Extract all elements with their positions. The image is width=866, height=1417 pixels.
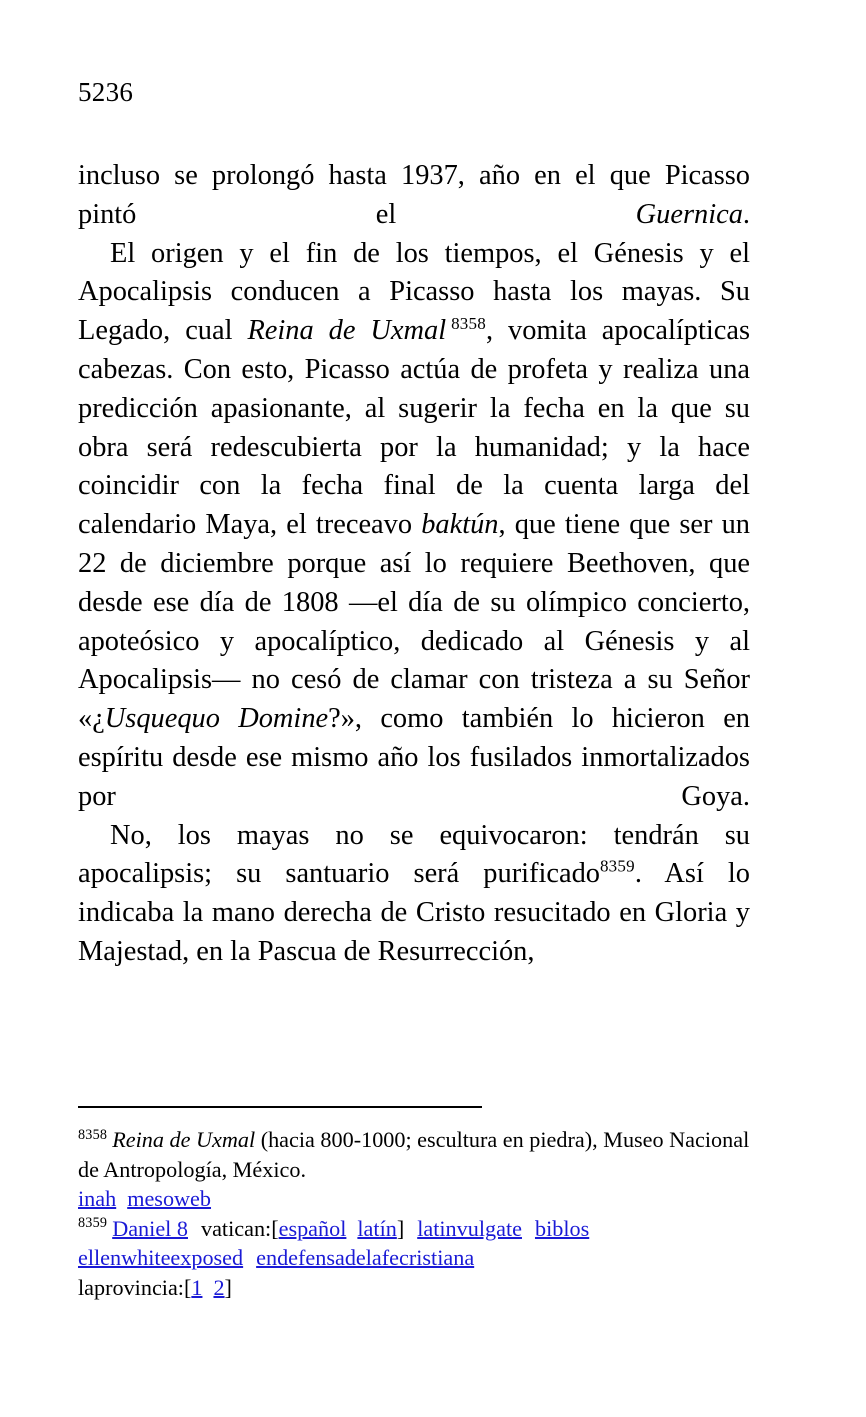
paragraph-text: incluso se prolongó hasta 1937, año en el que Picasso pintó el (78, 160, 750, 230)
footnote-number-8359: 8359 (78, 1215, 108, 1232)
footnote-text: (hacia 800-1000; escultura en piedra), Museo Nacional de Antropología, México. (78, 1127, 750, 1182)
footnote-8359-line-3 (78, 1273, 758, 1303)
page-number: 5236 (78, 77, 134, 107)
paragraph-segment-1: El origen y el fin de los tiempos, el Génesis y el Apocalipsis conducen a Picasso hasta los mayas. Su Legado, cual (78, 237, 750, 347)
link-biblos[interactable]: biblos (534, 1215, 590, 1241)
link-mesoweb[interactable]: mesoweb (127, 1186, 212, 1211)
footnote-separator-rule (78, 1106, 482, 1108)
paragraph-segment-1: No, los mayas no se equivocaron: tendrán su apocalipsis; su santuario será purificado (78, 819, 750, 890)
body-text-column (78, 157, 750, 972)
link-laprovincia-2[interactable]: 2 (213, 1274, 225, 1300)
footnote-8358-links (78, 1184, 758, 1214)
paragraph-origen (78, 235, 750, 817)
footnote-reference-8359[interactable]: 8359 (599, 856, 635, 876)
footnote-8358 (78, 1125, 758, 1184)
footnote-number-8358: 8358 (78, 1126, 108, 1143)
link-espanol[interactable]: español (278, 1215, 347, 1241)
link-daniel-8[interactable]: Daniel 8 (112, 1215, 188, 1241)
paragraph-segment-2: . Así lo indicaba la mano derecha de Cristo resucitado en Gloria y Majestad, en la Pascua de Resurrección, (78, 858, 750, 967)
italic-title-guernica: Guernica (635, 198, 743, 230)
link-inah[interactable]: inah (78, 1186, 117, 1211)
italic-title-reina-de-uxmal: Reina de Uxmal (112, 1127, 256, 1152)
paragraph-segment-4: ?», como también lo hicieron en espíritu desde ese mismo año los fusilados inmortalizados por Goya. (78, 703, 750, 812)
paragraph-segment-3: , que tiene que ser un 22 de diciembre porque así lo requiere Beethoven, que desde ese día de 1808 —el día de su olímpico concierto, apoteósico y apocalíptico, dedicado al Génesis y al Apocalipsis— no cesó de clamar con tristeza a su Señor «¿ (78, 509, 750, 735)
link-latin[interactable]: latín (357, 1215, 397, 1241)
paragraph-segment-2: , vomita apocalípticas cabezas. Con esto, Picasso actúa de profeta y realiza una predicción apasionante, al sugerir la fecha en la que su obra será redescubierta por la humanidad; y la hace coincidir con la fecha final de la cuenta larga del calendario Maya, el treceavo (78, 315, 751, 541)
bracket-close: ] (396, 1215, 405, 1241)
bracket-close: ] (224, 1274, 232, 1300)
paragraph-mayas (78, 817, 750, 972)
link-laprovincia-1[interactable]: 1 (191, 1274, 203, 1300)
footnote-8359-line-2 (78, 1243, 758, 1273)
label-laprovincia: laprovincia:[ (78, 1274, 192, 1300)
italic-term-baktun: baktún (421, 509, 499, 541)
link-ellenwhiteexposed[interactable]: ellenwhiteexposed (78, 1245, 244, 1270)
paragraph-text-tail: . (742, 198, 750, 230)
paragraph-continuation (78, 157, 750, 235)
label-vatican: vatican:[ (200, 1215, 279, 1241)
link-latinvulgate[interactable]: latinvulgate (417, 1215, 522, 1241)
footnote-area (78, 1125, 758, 1302)
italic-title-reina-de-uxmal: Reina de Uxmal (247, 315, 447, 347)
link-endefensadelafecristiana[interactable]: endefensadelafecristiana (256, 1245, 475, 1270)
footnote-8359-line-1 (78, 1214, 758, 1244)
footnote-reference-8358[interactable]: 8358 (451, 313, 486, 333)
italic-quote-usquequo-domine: Usquequo Domine (104, 703, 329, 735)
